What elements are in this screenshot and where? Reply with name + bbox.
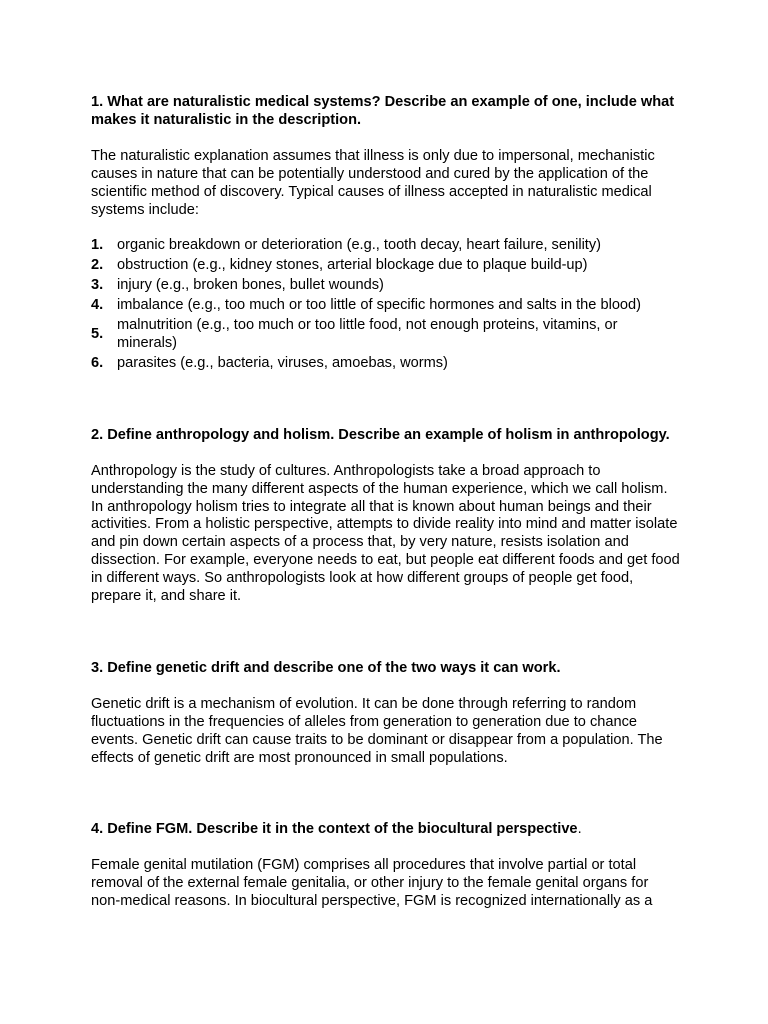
list-number: 4. [91, 297, 104, 314]
list-number: 5. [91, 326, 104, 343]
question-1-answer: The naturalistic explanation assumes that illness is only due to impersonal, mechanistic causes in nature that can be potentially understood and cured by the application of the scientific method of discovery. Typical causes of illness accepted in naturalistic medical systems include: [91, 147, 655, 218]
question-4-answer: Female genital mutilation (FGM) comprises all procedures that involve partial or total removal of the external female genitalia, or other injury to the female genital organs for non-medical reasons. In biocultural perspective, FGM is recognized internationally as a [91, 857, 653, 910]
question-4-title-suffix: . [577, 821, 582, 838]
list-item [91, 317, 681, 353]
list-text: organic breakdown or deterioration (e.g., tooth decay, heart failure, senility) [117, 237, 602, 254]
list-item [91, 257, 681, 275]
list-text: imbalance (e.g., too much or too little of specific hormones and salts in the blood) [117, 297, 642, 314]
question-3-answer: Genetic drift is a mechanism of evolution. It can be done through referring to random fluctuations in the frequencies of alleles from generation to generation due to chance events. Genetic drift can cause traits to be dominant or disappear from a population. The effects of genetic drift are most pronounced in small populations. [91, 695, 663, 766]
list-number: 3. [91, 277, 104, 294]
list-item [91, 277, 681, 295]
list-text: malnutrition (e.g., too much or too little food, not enough proteins, vitamins, or minerals) [117, 317, 618, 351]
list-item [91, 237, 681, 255]
question-4-title: 4. Define FGM. Describe it in the context of the biocultural perspective [91, 821, 578, 838]
causes-list [91, 237, 681, 372]
list-item [91, 297, 681, 315]
list-item [91, 355, 681, 373]
list-number: 1. [91, 237, 104, 254]
question-4-heading [91, 821, 681, 839]
list-text: injury (e.g., broken bones, bullet wounds) [117, 277, 384, 294]
list-text: parasites (e.g., bacteria, viruses, amoebas, worms) [117, 354, 448, 371]
question-2-title: 2. Define anthropology and holism. Describe an example of holism in anthropology. [91, 426, 670, 443]
list-number: 6. [91, 354, 104, 371]
document-page [91, 94, 681, 911]
question-2-answer: Anthropology is the study of cultures. Anthropologists take a broad approach to understanding the many different aspects of the human experience, which we call holism. In anthropology holism tries to integrate all that is known about human beings and their activities. From a holistic perspective, attempts to divide reality into mind and matter isolate and pin down certain aspects of a process that, by very nature, resists isolation and dissection. For example, everyone needs to eat, but people eat different foods and get food in different ways. So anthropologists look at how different groups of people get food, prepare it, and share it. [91, 462, 680, 605]
question-1-title: 1. What are naturalistic medical systems? Describe an example of one, include what makes it naturalistic in the description. [91, 94, 675, 128]
list-number: 2. [91, 257, 104, 274]
list-text: obstruction (e.g., kidney stones, arterial blockage due to plaque build-up) [117, 257, 588, 274]
question-3-title: 3. Define genetic drift and describe one of the two ways it can work. [91, 659, 561, 676]
